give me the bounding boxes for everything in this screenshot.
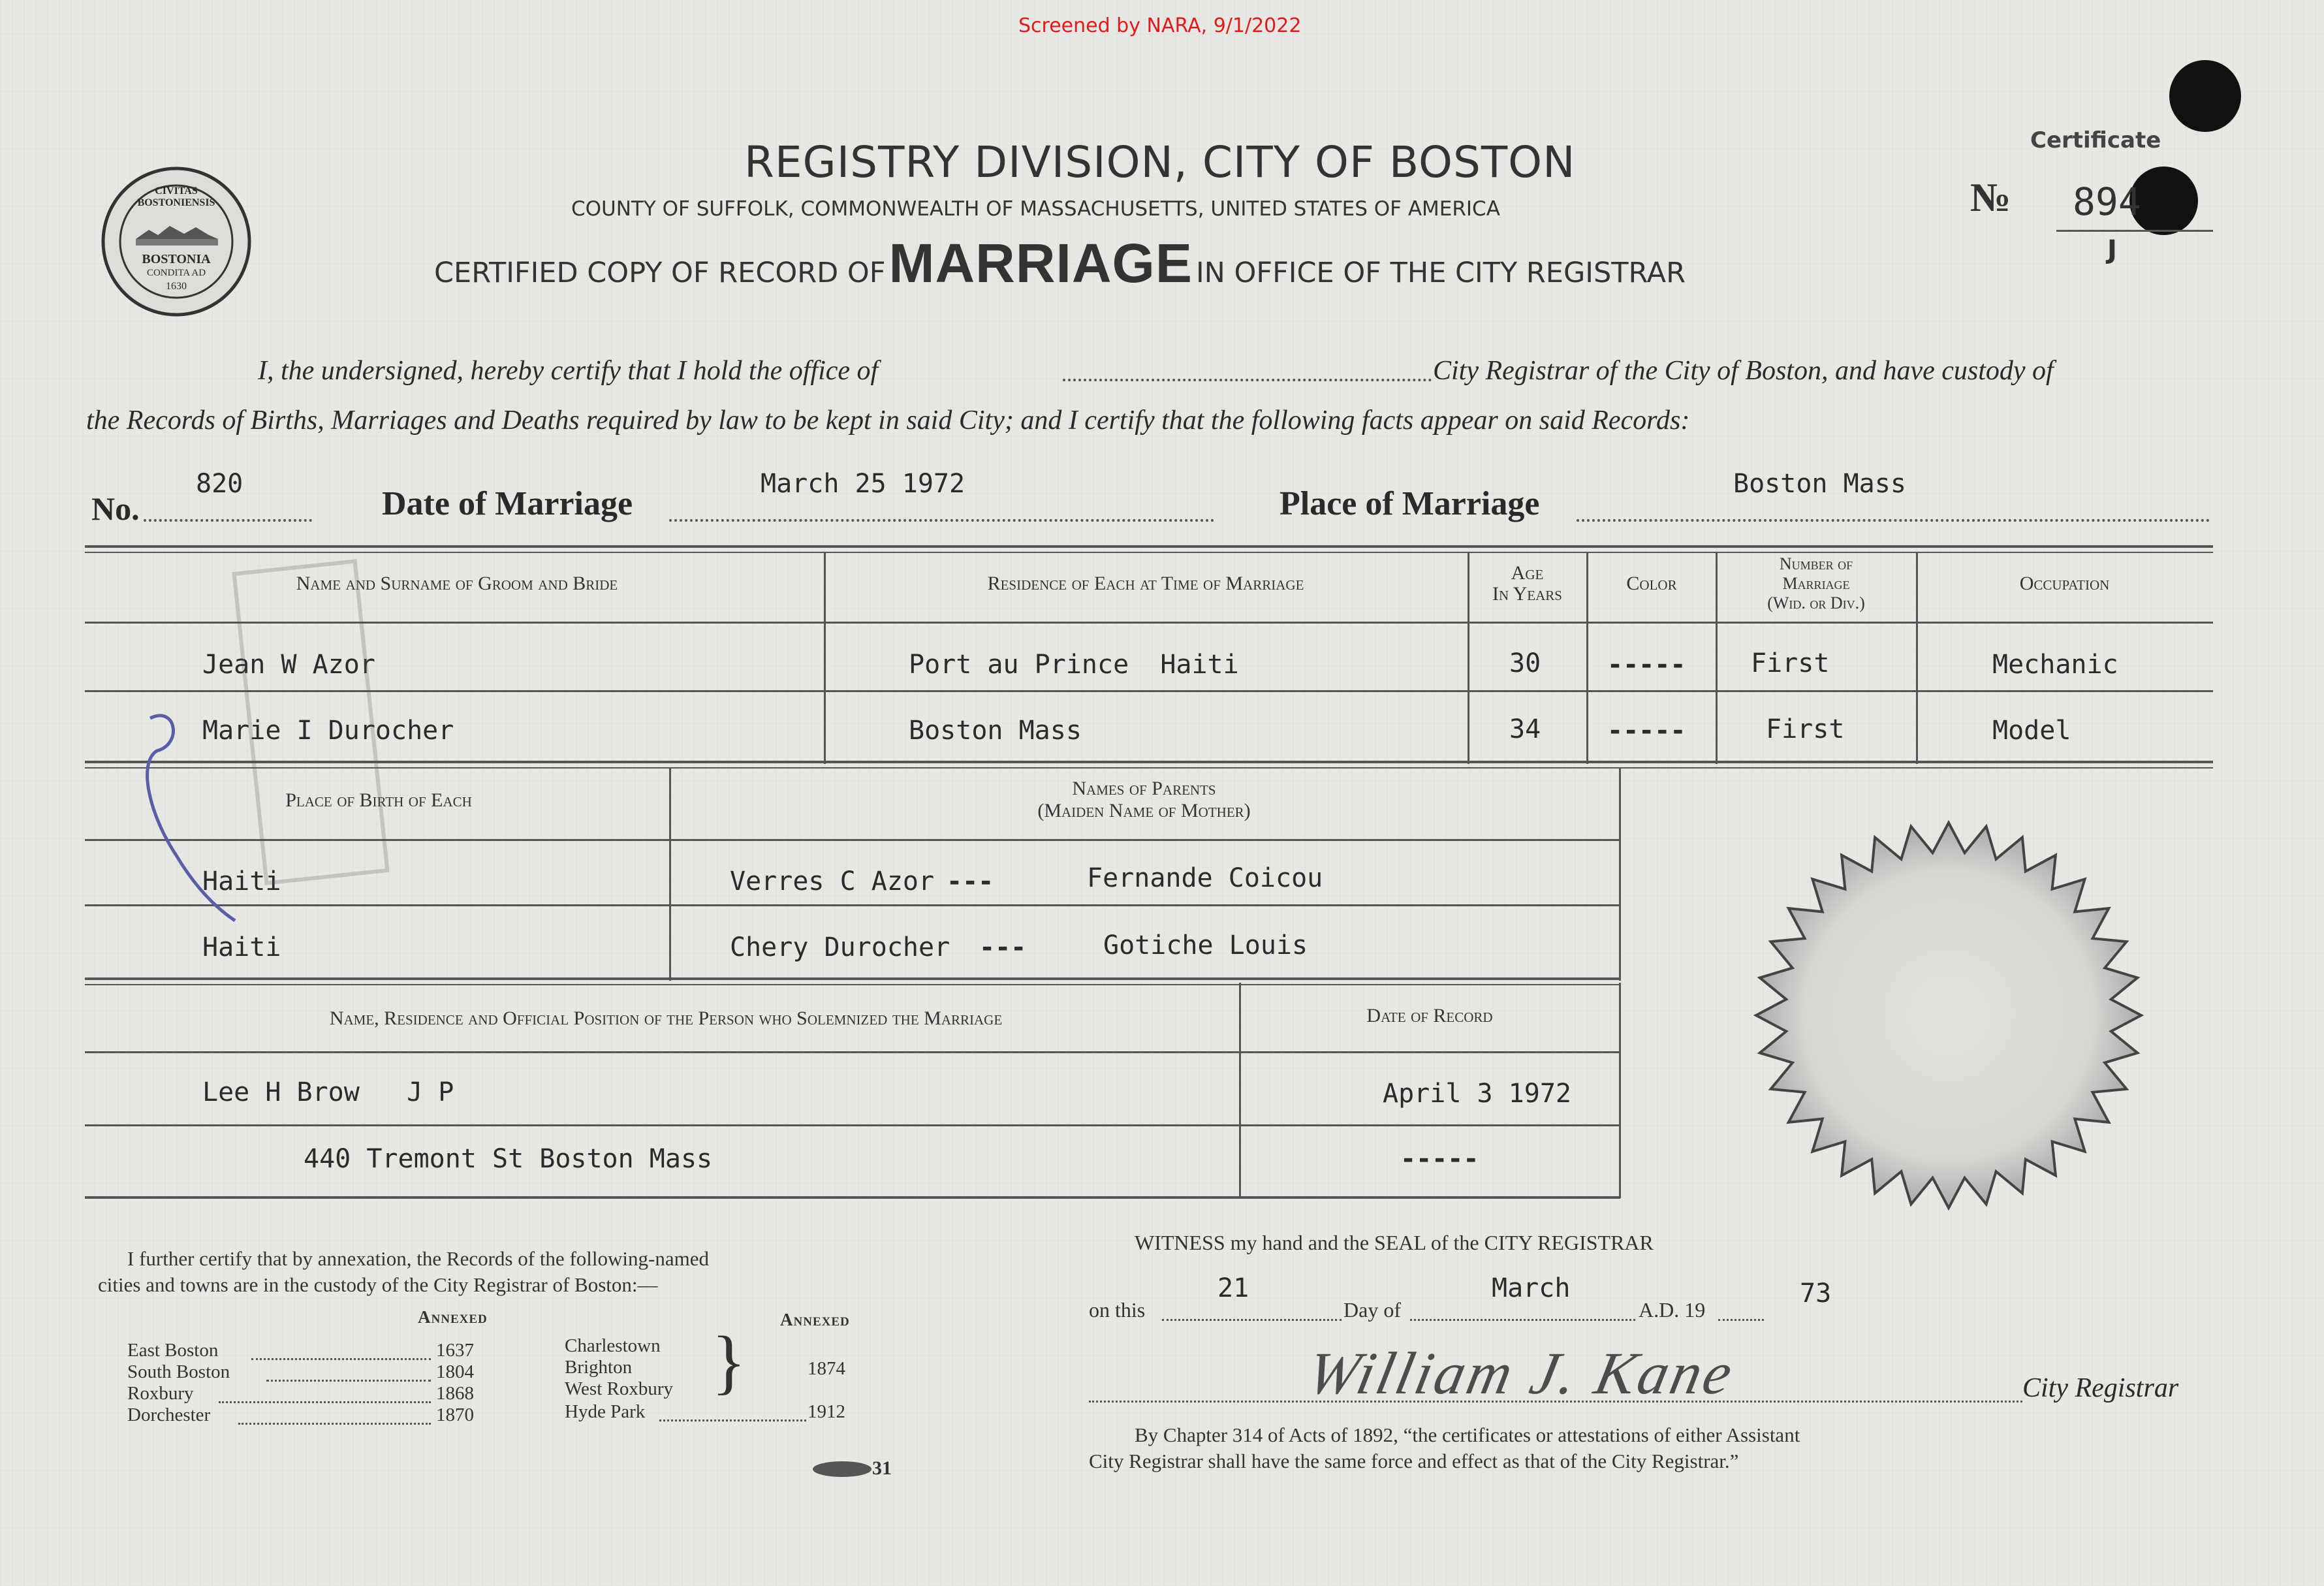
table1-col-sep	[1468, 552, 1469, 764]
header-residence: Residence of Each at Time of Marriage	[987, 573, 1304, 594]
table2-bottom-line	[85, 977, 1620, 980]
annex-place-hyde-park: Hyde Park	[565, 1401, 646, 1422]
witness-year: 73	[1800, 1278, 1832, 1308]
annex-year-roxbury: 1868	[436, 1383, 474, 1404]
header-parents-2: (Maiden Name of Mother)	[1037, 800, 1251, 821]
registrar-signature: William J. Kane	[1302, 1340, 1741, 1406]
table3-row-line	[85, 1124, 1620, 1126]
annex-intro-1: I further certify that by annexation, the Records of the following-named	[127, 1247, 709, 1270]
certificate-number: 894	[2073, 180, 2141, 224]
table1-bottom-line	[85, 761, 2213, 763]
bride-birthplace: Haiti	[202, 932, 281, 962]
witness-day: 21	[1217, 1273, 1249, 1303]
annex-dots	[219, 1401, 431, 1403]
annex-place-dorchester: Dorchester	[127, 1404, 211, 1425]
office-dotted-line	[1063, 379, 1432, 381]
pen-mark	[85, 705, 242, 927]
annex-head-2: Annexed	[780, 1310, 850, 1329]
day-of-label: Day of	[1343, 1298, 1401, 1322]
certificate-label: Certificate	[2030, 127, 2161, 153]
signature-dots	[1089, 1401, 2022, 1403]
groom-father: Verres C Azor	[730, 866, 935, 896]
place-of-marriage-dots	[1577, 519, 2210, 522]
table2-right-edge	[1619, 769, 1621, 981]
officiant-address: 440 Tremont St Boston Mass	[304, 1144, 713, 1174]
annex-dots	[238, 1423, 431, 1425]
date-of-record-2: -----	[1400, 1144, 1479, 1174]
seal-text-middle: BOSTONIA	[142, 252, 211, 266]
table3-bottom-line	[85, 1196, 1620, 1199]
header-number-1: Number of	[1779, 554, 1853, 573]
certify-line-2: the Records of Births, Marriages and Deaths required by law to be kept in said City; and I certify that the following facts appear on said Records:	[86, 405, 1690, 436]
city-registrar-label: City Registrar	[2022, 1373, 2179, 1403]
table1-col-sep	[1586, 552, 1588, 764]
groom-age: 30	[1509, 648, 1541, 678]
place-of-marriage: Boston Mass	[1733, 469, 1906, 499]
annex-place-south-boston: South Boston	[127, 1361, 230, 1382]
chapter-note-2: City Registrar shall have the same force and effect as that of the City Registrar.”	[1089, 1450, 1739, 1472]
page-title: REGISTRY DIVISION, CITY OF BOSTON	[744, 137, 1576, 187]
bride-mother: Gotiche Louis	[1103, 930, 1308, 960]
record-no: 820	[196, 469, 243, 499]
witness-line: WITNESS my hand and the SEAL of the CITY REGISTRAR	[1135, 1231, 1654, 1254]
header-occupation: Occupation	[2019, 573, 2110, 594]
annex-group-year: 1874	[808, 1358, 845, 1379]
cert-post: IN OFFICE OF THE CITY REGISTRAR	[1195, 257, 1686, 289]
date-of-marriage-label: Date of Marriage	[382, 485, 633, 522]
table3-col-sep	[1239, 983, 1241, 1198]
ad-label: A.D. 19	[1639, 1298, 1706, 1322]
table2-col-sep	[669, 769, 671, 981]
table1-col-sep	[1916, 552, 1918, 764]
boston-seal	[98, 163, 255, 320]
annex-group-charlestown: Charlestown	[565, 1335, 661, 1356]
annex-place-east-boston: East Boston	[127, 1340, 219, 1361]
date-of-marriage-dots	[669, 519, 1214, 522]
table3-header-line	[85, 1051, 1620, 1053]
bride-color: -----	[1607, 716, 1686, 746]
header-place-of-birth: Place of Birth of Each	[285, 789, 472, 811]
annex-brace: }	[712, 1322, 746, 1401]
embossed-seal	[1750, 816, 2148, 1214]
header-date-of-record: Date of Record	[1366, 1005, 1493, 1026]
table1-top-line-2	[85, 552, 2213, 553]
place-of-marriage-label: Place of Marriage	[1280, 485, 1540, 522]
punch-hole	[2169, 60, 2241, 132]
annex-intro-2: cities and towns are in the custody of the City Registrar of Boston:—	[98, 1273, 658, 1296]
annex-group-brighton: Brighton	[565, 1357, 633, 1378]
groom-parents-sep: ---	[947, 866, 994, 896]
cert-main: MARRIAGE	[888, 232, 1193, 294]
groom-number: First	[1751, 648, 1830, 678]
certificate-no-label: №	[1970, 176, 2011, 220]
date-of-record: April 3 1972	[1383, 1079, 1571, 1109]
certificate-underline	[2056, 230, 2213, 232]
annex-group-west-roxbury: West Roxbury	[565, 1378, 674, 1399]
header-color: Color	[1626, 573, 1677, 594]
on-this-label: on this	[1089, 1298, 1146, 1322]
month-dots	[1410, 1319, 1635, 1321]
annex-head-1: Annexed	[418, 1307, 488, 1327]
bride-occupation: Model	[1992, 716, 2071, 746]
table2-bottom-line-2	[85, 984, 1620, 985]
table1-col-sep	[824, 552, 826, 764]
union-label-icon	[813, 1461, 872, 1477]
record-no-label: No.	[91, 490, 140, 527]
table1-top-line	[85, 545, 2213, 548]
seal-text-year: 1630	[166, 281, 187, 292]
groom-mother: Fernande Coicou	[1087, 863, 1323, 893]
header-name-surname: Name and Surname of Groom and Bride	[296, 573, 618, 594]
bride-parents-sep: ---	[979, 932, 1027, 962]
annex-dots	[266, 1380, 431, 1382]
officiant-name: Lee H Brow J P	[202, 1077, 454, 1107]
header-parents-1: Names of Parents	[1072, 778, 1216, 799]
groom-birthplace: Haiti	[202, 866, 281, 896]
certify-line-1a: I, the undersigned, hereby certify that I hold the office of	[258, 356, 879, 386]
print-code: 31	[872, 1457, 892, 1479]
table1-header-line	[85, 622, 2213, 624]
bride-number: First	[1766, 714, 1845, 744]
table1-bottom-line-2	[85, 767, 2213, 769]
year-dots	[1718, 1319, 1764, 1321]
header-age-2: In Years	[1492, 583, 1562, 605]
record-no-dots	[144, 519, 312, 522]
bride-age: 34	[1509, 714, 1541, 744]
table1-row-line	[85, 690, 2213, 692]
header-officiant: Name, Residence and Official Position of the Person who Solemnized the Marriage	[329, 1007, 1003, 1029]
annex-year-hyde-park: 1912	[808, 1401, 845, 1422]
table2-row-line	[85, 904, 1620, 906]
header-number-2: Marriage	[1782, 574, 1850, 593]
cert-line	[434, 232, 1686, 295]
annex-place-roxbury: Roxbury	[127, 1383, 194, 1404]
annex-year-south-boston: 1804	[436, 1361, 474, 1382]
bride-name: Marie I Durocher	[202, 716, 454, 746]
bride-father: Chery Durocher	[730, 932, 950, 962]
witness-month: March	[1492, 1273, 1571, 1303]
groom-occupation: Mechanic	[1992, 650, 2118, 680]
annex-dots	[251, 1358, 431, 1360]
annex-dots	[659, 1419, 806, 1421]
certificate-suffix: J	[2107, 235, 2117, 265]
nara-screened-stamp: Screened by NARA, 9/1/2022	[1018, 14, 1302, 37]
date-of-marriage: March 25 1972	[761, 469, 966, 499]
cert-pre: CERTIFIED COPY OF RECORD OF	[434, 257, 886, 289]
header-number-3: (Wid. or Div.)	[1767, 594, 1865, 612]
header-age-1: Age	[1511, 562, 1544, 584]
seal-text-top: CIVITAS BOSTONIENSIS	[137, 185, 215, 208]
groom-color: -----	[1607, 650, 1686, 680]
bride-residence: Boston Mass	[909, 716, 1082, 746]
table1-col-sep	[1716, 552, 1718, 764]
table3-right-edge	[1619, 983, 1621, 1198]
page-subtitle: COUNTY OF SUFFOLK, COMMONWEALTH OF MASSACHUSETTS, UNITED STATES OF AMERICA	[571, 197, 1500, 221]
chapter-note-1: By Chapter 314 of Acts of 1892, “the certificates or attestations of either Assistant	[1135, 1423, 1800, 1446]
certify-line-1b: City Registrar of the City of Boston, and have custody of	[1433, 356, 2054, 386]
groom-name: Jean W Azor	[202, 650, 375, 680]
seal-text-line2: CONDITA AD	[146, 268, 206, 278]
groom-residence: Port au Prince Haiti	[909, 650, 1239, 680]
annex-year-east-boston: 1637	[436, 1340, 474, 1361]
day-dots	[1162, 1319, 1342, 1321]
annex-year-dorchester: 1870	[436, 1404, 474, 1425]
